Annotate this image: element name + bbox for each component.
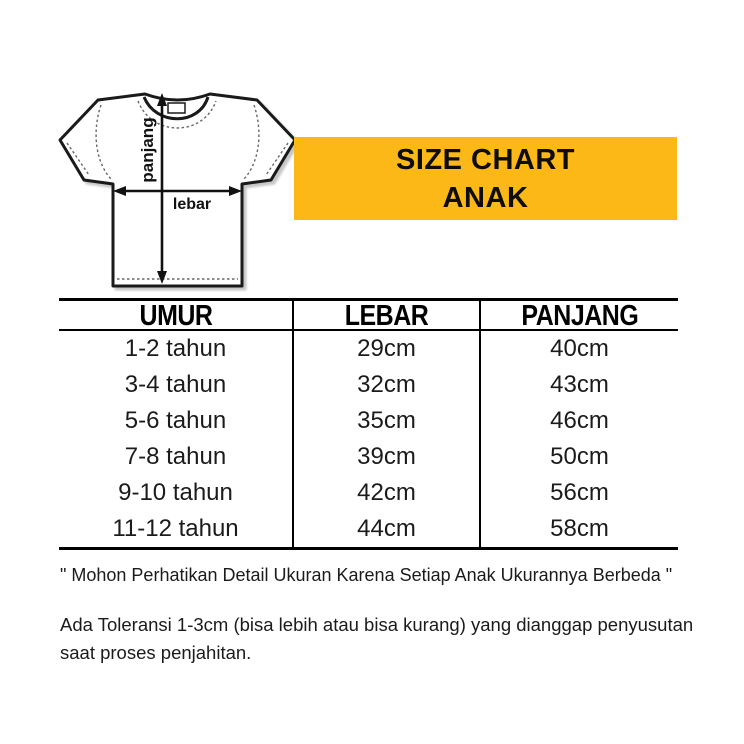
- tshirt-illustration: [40, 80, 302, 292]
- table-cell-age: 11-12 tahun: [112, 515, 239, 542]
- table-cell-age: 1-2 tahun: [124, 335, 227, 362]
- table-cell-width: 42cm: [292, 475, 479, 511]
- tshirt-measurement-diagram: [40, 80, 302, 292]
- table-cell-width: 35cm: [292, 403, 479, 439]
- table-cell-width: 39cm: [292, 439, 479, 475]
- table-cell-age: 3-4 tahun: [124, 371, 227, 398]
- column-header-umur: [59, 297, 292, 331]
- tolerance-note-line1: Ada Toleransi 1-3cm (bisa lebih atau bisa kurang) yang dianggap penyusutan: [60, 614, 694, 635]
- table-cell-length: 43cm: [479, 367, 678, 403]
- column-header-lebar-label: LEBAR: [344, 297, 429, 331]
- width-arrow-label: lebar: [172, 196, 212, 213]
- size-chart-banner: [294, 137, 677, 220]
- table-cell-width: 29cm: [292, 331, 479, 367]
- table-cell-length: 50cm: [479, 439, 678, 475]
- tolerance-note-line2: saat proses penjahitan.: [60, 642, 252, 663]
- banner-title-line1: SIZE CHART: [396, 143, 575, 176]
- tolerance-note: [60, 611, 710, 667]
- table-cell-length: 46cm: [479, 403, 678, 439]
- column-header-panjang-label: PANJANG: [521, 297, 638, 331]
- column-header-lebar: [292, 297, 479, 331]
- length-arrow-label: panjang: [138, 117, 157, 183]
- column-header-panjang: [479, 297, 678, 331]
- table-cell-age: 5-6 tahun: [124, 407, 227, 434]
- table-cell-age: 7-8 tahun: [124, 443, 227, 470]
- table-cell-age: 9-10 tahun: [118, 479, 233, 506]
- banner-title-line2: ANAK: [442, 181, 529, 214]
- table-cell-width: 44cm: [292, 511, 479, 547]
- neck-label-tag: [168, 103, 185, 113]
- size-table: [59, 298, 678, 550]
- table-cell-width: 32cm: [292, 367, 479, 403]
- table-cell-length: 40cm: [479, 331, 678, 367]
- measurement-warning-note: " Mohon Perhatikan Detail Ukuran Karena Setiap Anak Ukurannya Berbeda ": [60, 565, 673, 585]
- table-cell-length: 58cm: [479, 511, 678, 547]
- column-header-umur-label: UMUR: [139, 297, 212, 331]
- table-cell-length: 56cm: [479, 475, 678, 511]
